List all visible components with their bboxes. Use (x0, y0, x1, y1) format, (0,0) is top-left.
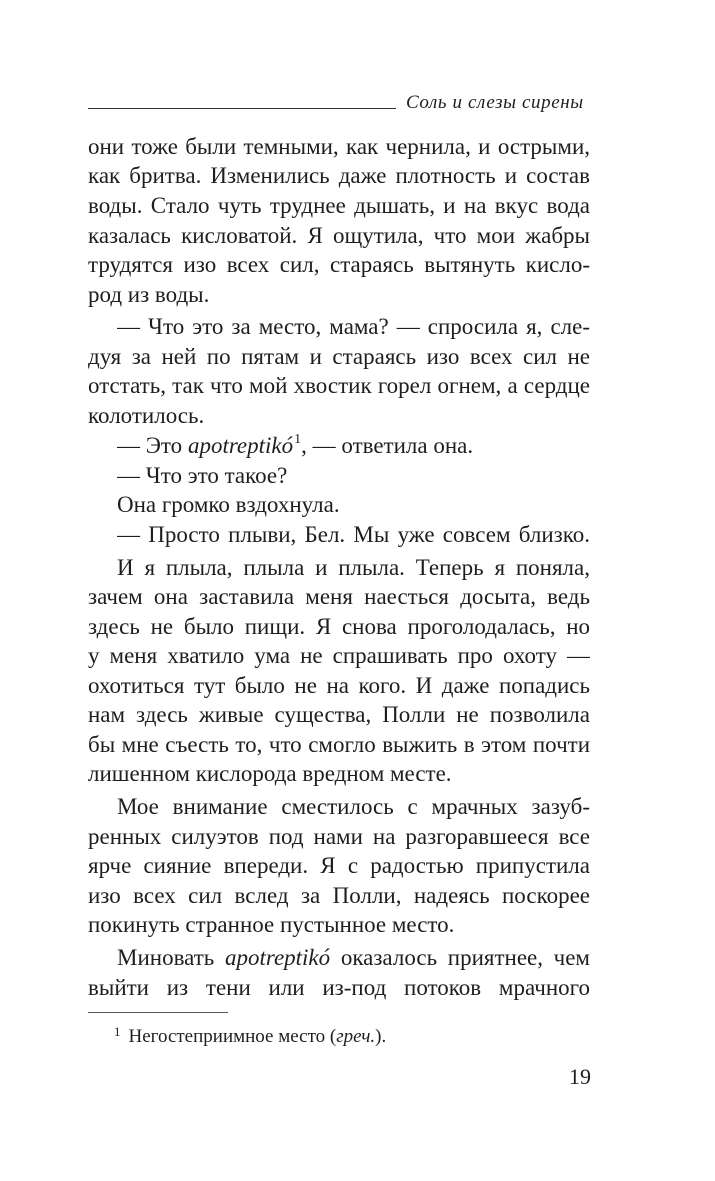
header-rule (88, 108, 396, 109)
paragraph-line: выйти из тени или из-под потоков мрачного (88, 975, 590, 1000)
text-line: лишенном кислорода вредном месте. (88, 761, 452, 786)
text-line: Мое внимание сместилось с мрачных зазуб- (117, 794, 590, 819)
text-line: покинуть странное пустынное место. (88, 912, 455, 937)
page-number: 19 (569, 1064, 591, 1089)
text-line: колотилось. (88, 403, 205, 428)
text-line: изо всех сил вслед за Полли, надеясь поскорее (88, 883, 590, 908)
text-line: охотиться тут было не на кого. И даже попадись (88, 673, 590, 698)
text-line: дуя за ней по пятам и стараясь изо всех сил не (88, 344, 590, 369)
text-line: ярче сияние впереди. Я с радостью припустила (88, 853, 590, 878)
foreign-word: apotreptikó (224, 945, 331, 970)
text-line: род из воды. (88, 282, 210, 307)
text-line: И я плыла, плыла и плыла. Теперь я поняла, (117, 555, 590, 580)
text-line: бы мне съесть то, что смогло выжить в этом почти (88, 732, 590, 757)
footnote-ref: 1 (294, 432, 302, 447)
paragraph-line: Миновать apotreptikó оказалось приятнее, чем (117, 945, 590, 970)
running-head: Соль и слезы сирены (406, 92, 584, 113)
text-line: здесь не было пищи. Я снова проголодалась, но (88, 614, 590, 639)
dialogue-line: — Это apotreptikó$^1$, — ответила она. (117, 432, 474, 458)
text-line: трудятся изо всех сил, стараясь вытянуть кисло- (88, 252, 590, 277)
footnote-mark: 1 (114, 1024, 121, 1039)
text-line: — Что это за место, мама? — спросила я, сле- (117, 314, 590, 339)
text-line: зачем она заставила меня наесться досыта, ведь (88, 584, 590, 609)
text-line: как бритва. Изменились даже плотность и состав (88, 163, 590, 188)
text-line: ренных силуэтов под нами на разгоравшееся все (88, 824, 590, 849)
text-line: казалась кисловатой. Я ощутила, что мои жабры (88, 223, 590, 248)
text-line: у меня хватило ума не спрашивать про охоту — (88, 643, 590, 668)
text-line: — Просто плыви, Бел. Мы уже совсем близко. (117, 522, 590, 547)
footnote: $^1$ Негостеприимное место (греч.). (114, 1024, 387, 1047)
text-line: Она громко вздохнула. (117, 492, 340, 517)
text-line: нам здесь живые существа, Полли не позволила (88, 702, 590, 727)
foreign-word: apotreptikó (187, 433, 294, 458)
footnote-rule (88, 1012, 228, 1013)
text-line: они тоже были темными, как чернила, и острыми, (88, 134, 590, 159)
text-line: отстать, так что мой хвостик горел огнем, а сердце (88, 373, 590, 398)
text-line: — Что это такое? (117, 463, 288, 488)
text-line: воды. Стало чуть труднее дышать, и на вкус вода (88, 193, 590, 218)
